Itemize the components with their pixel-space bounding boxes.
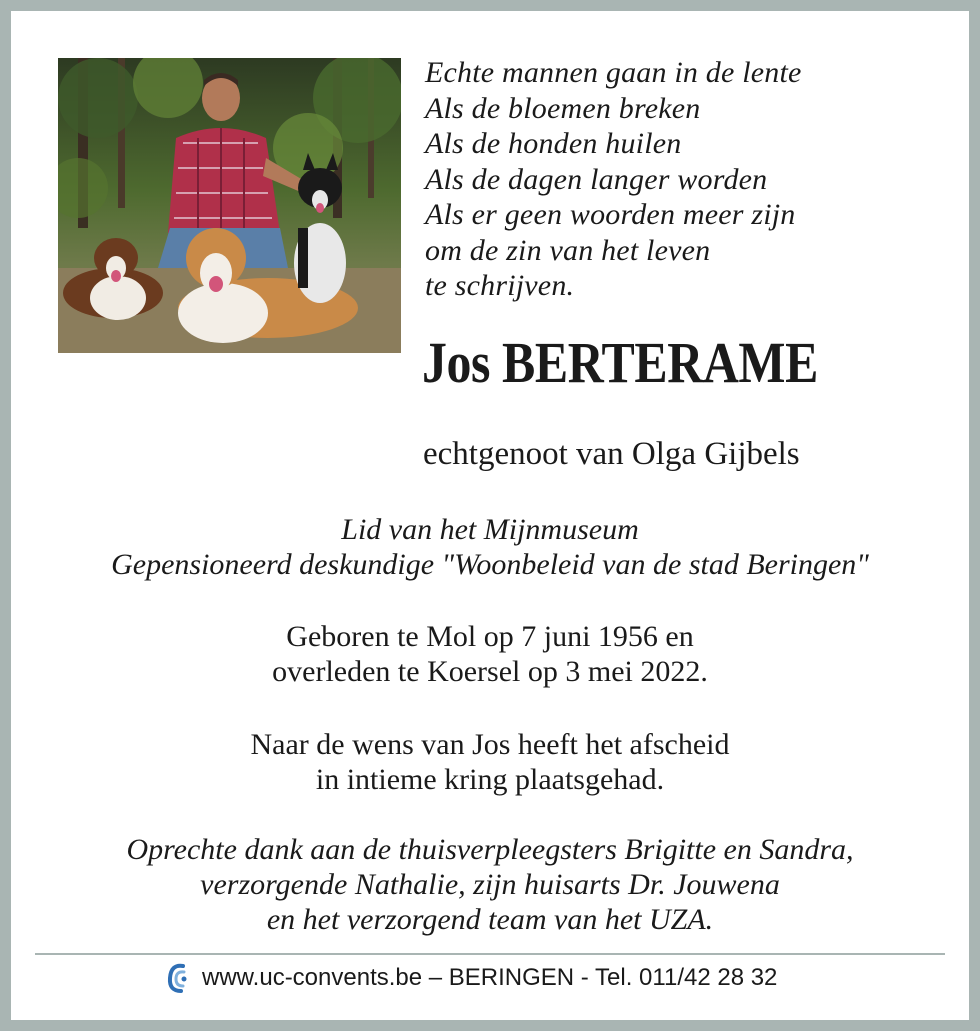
dates-line: overleden te Koersel op 3 mei 2022. <box>272 655 708 688</box>
poem-line: Echte mannen gaan in de lente <box>425 56 802 89</box>
poem-line: Als er geen woorden meer zijn <box>425 198 796 231</box>
roles-line: Gepensioneerd deskundige "Woonbeleid van de stad Beringen" <box>111 548 869 581</box>
thanks-line: en het verzorgend team van het UZA. <box>266 903 714 936</box>
poem-line: Als de honden huilen <box>425 127 682 160</box>
footer <box>165 960 777 996</box>
deceased-name: Jos BERTERAME <box>422 330 818 395</box>
uc-conventus-logo-icon <box>165 960 191 996</box>
roles-block <box>0 512 980 582</box>
roles-line: Lid van het Mijnmuseum <box>341 513 639 546</box>
portrait-man-with-dogs-image <box>58 58 401 353</box>
spouse-line: echtgenoot van Olga Gijbels <box>423 436 800 472</box>
thanks-line: Oprechte dank aan de thuisverpleegsters Brigitte en Sandra, <box>126 833 854 866</box>
portrait-photo <box>58 58 401 353</box>
footer-divider <box>35 953 945 955</box>
thanks-line: verzorgende Nathalie, zijn huisarts Dr. Jouwena <box>200 868 780 901</box>
poem-line: om de zin van het leven <box>425 233 711 267</box>
thanks-block <box>0 832 980 937</box>
poem-line: Als de bloemen breken <box>425 91 701 125</box>
footer-contact-text[interactable]: www.uc-convents.be – BERINGEN - Tel. 011/42 28 32 <box>202 964 778 991</box>
farewell-line: in intieme kring plaatsgehad. <box>315 763 665 796</box>
farewell-block <box>0 727 980 797</box>
dates-line: Geboren te Mol op 7 juni 1956 en <box>286 620 694 653</box>
farewell-line: Naar de wens van Jos heeft het afscheid <box>250 728 730 761</box>
memorial-poem <box>425 55 945 304</box>
poem-line: Als de dagen langer worden <box>425 162 768 196</box>
dates-block <box>0 619 980 689</box>
poem-line: te schrijven. <box>425 269 575 302</box>
